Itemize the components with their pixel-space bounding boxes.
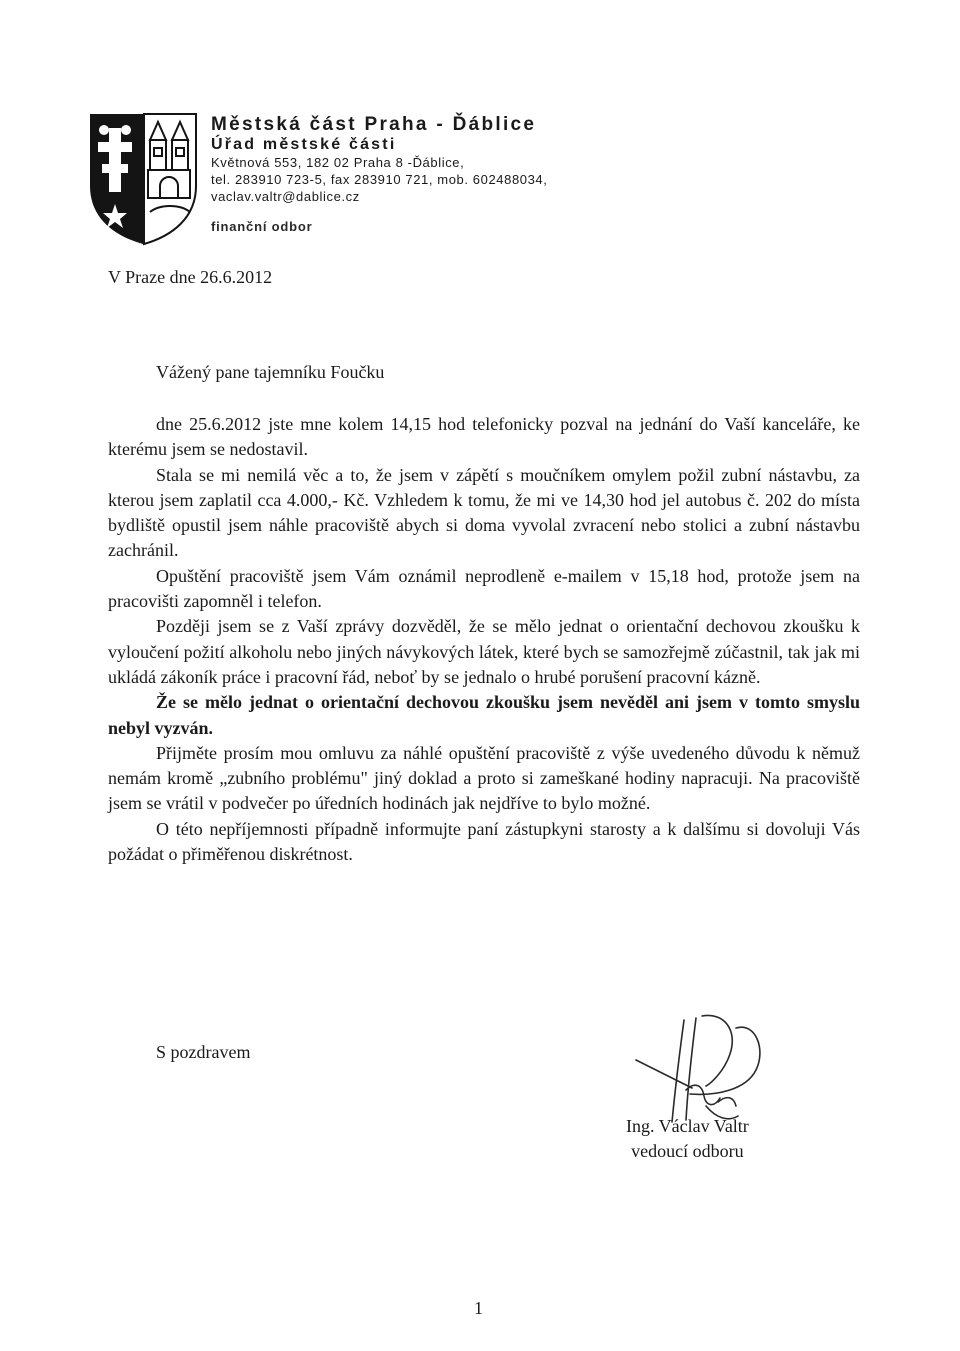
paragraph: Přijměte prosím mou omluvu za náhlé opuštění pracoviště z výše uvedeného důvodu k němuž nemám kromě „zubního problému" jiný doklad a proto si zameškané hodiny napracuji. Na pracoviště jsem se vrátil v podvečer po úředních hodinách jak nejdříve to bylo možné. [108,742,860,814]
letter-date: V Praze dne 26.6.2012 [108,267,273,287]
signatory-name: Ing. Václav Valtr [626,1116,749,1136]
closing: S pozdravem [156,1042,251,1062]
page-number: 1 [474,1298,483,1318]
office-name: Úřad městské části [211,136,397,153]
signatory-title: vedoucí odboru [631,1141,744,1161]
paragraph-emphasis: Že se mělo jednat o orientační dechovou zkoušku jsem nevěděl ani jsem v tomto smyslu nebyl vyzván. [108,692,860,738]
paragraph: dne 25.6.2012 jste mne kolem 14,15 hod telefonicky pozval na jednání do Vaší kanceláře, ke kterému jsem se nedostavil. [108,414,860,460]
paragraph: Opuštění pracoviště jsem Vám oznámil neprodleně e-mailem v 15,18 hod, protože jsem na pracovišti zapomněl i telefon. [108,565,860,612]
office-address: Květnová 553, 182 02 Praha 8 -Ďáblice, [211,155,465,170]
letter-body [108,412,860,867]
department-name: finanční odbor [211,219,313,234]
office-contact: tel. 283910 723-5, fax 283910 721, mob. 602488034, [211,172,548,187]
coat-of-arms-icon [88,112,198,246]
organization-header [211,114,547,234]
paragraph: O této nepříjemnosti případně informujte paní zástupkyni starosty a k dalšímu si dovoluji Vás požádat o přiměřenou diskrétnost. [108,818,860,865]
paragraph: Stala se mi nemilá věc a to, že jsem v zápětí s moučníkem omylem požil zubní nástavbu, za kterou jsem zaplatil cca 4.000,- Kč. Vzhledem k tomu, že mi ve 14,30 hod jel autobus č. 202 do místa bydliště opustil jsem náhle pracoviště abych si doma vyvolal zvracení nebo stolici a zubní nástavbu zachránil. [108,464,860,561]
paragraph: Později jsem se z Vaší zprávy dozvěděl, že se mělo jednat o orientační dechovou zkoušku k vyloučení požití alkoholu nebo jiných návykových látek, které bych se samozřejmě zúčastnil, tak jak mi ukládá zákoník práce i pracovní řád, neboť by se jednalo o hrubé porušení pracovní kázně. [108,616,860,687]
office-email: vaclav.valtr@dablice.cz [211,189,360,204]
municipality-name: Městská část Praha - Ďáblice [211,114,537,135]
salutation: Vážený pane tajemníku Foučku [156,362,385,382]
signatory-block [626,1114,749,1164]
